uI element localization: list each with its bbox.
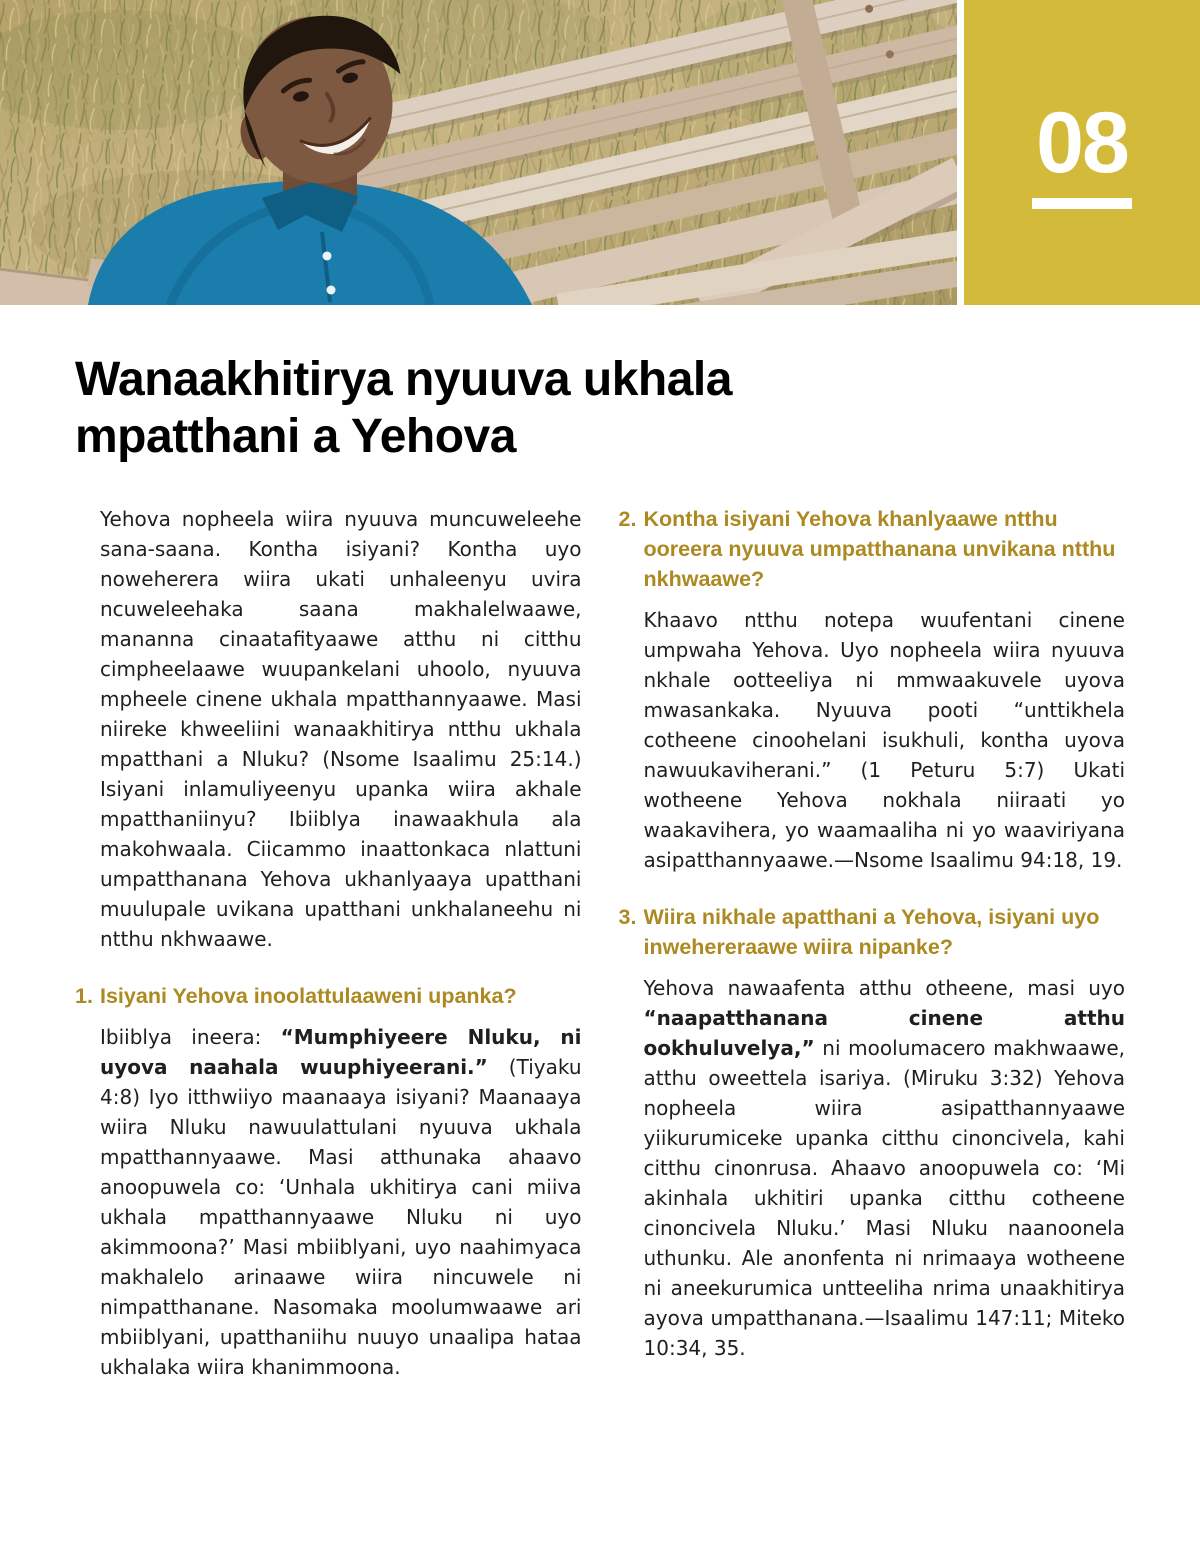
- intro-paragraph: Yehova nopheela wiira nyuuva muncuweleehe sana-saana. Kontha isiyani? Kontha uyo noweherera wiira ukati unhaleenyu uvira ncuweleehaka saana makhalelwaawe, mananna cinaatafityaawe atthu ni citthu cimpheelaawe wuupankelani uhoolo, nyuuva mpheele cinene ukhala mpatthannyaawe. Masi niireke khweeliini wanaakhitirya ntthu ukhala mpatthani a Nluku? (Nsome Isaalimu 25:14.) Isiyani inlamuliyeenyu upanka wiira akhale mpatthaniinyu? Ibiiblya inawaakhula ala makohwaala. Ciicammo inaattonkaca nlattuni umpatthanana Yehova ukhanlyaaya upatthani muulupale uvikana upatthani unkhalaneehu ni ntthu nkhwaawe.: [100, 507, 582, 951]
- question-heading-3: [619, 902, 1126, 962]
- chapter-photo: [0, 0, 957, 305]
- answer-paragraph-3: Yehova nawaafenta atthu otheene, masi uyo “naapatthanana cinene atthu ookhuluvelya,” ni moolumacero makhwaawe, atthu oweettela isariya. (Miruku 3:32) Yehova nopheela wiira asipatthannyaawe yiikurumiceke upanka citthu cinoncivela, kahi citthu cinonrusa. Ahaavo anoopuwela co: ‘Mi akinhala ukhitiri upanka citthu cotheene cinoncivela Nluku.’ Masi Nluku naanoonela uthunku. Ale anonfenta ni nrimaaya wotheene ni aneekurumica untteeliha nrima unaakhitirya ayova umpatthanana.—Isaalimu 147:11; Miteko 10:34, 35.: [643, 976, 1125, 1360]
- badge-underline: [1032, 198, 1132, 209]
- question-text-2: Kontha isiyani Yehova khanlyaawe ntthu ooreera nyuuva umpatthanana unvikana ntthu nkhwaawe?: [643, 507, 1116, 591]
- page-title: Wanaakhitirya nyuuva ukhala mpatthani a Yehova: [75, 353, 732, 463]
- body-columns: [0, 504, 1200, 1382]
- question-text-1: Isiyani Yehova inoolattulaaweni upanka?: [100, 984, 517, 1008]
- smiling-man-on-bench-illustration: [0, 0, 957, 305]
- lesson-number: 08: [1036, 95, 1128, 191]
- hero-strip: [0, 0, 1200, 305]
- answer-paragraph-1: Ibiiblya ineera: “Mumphiyeere Nluku, ni uyova naahala wuuphiyeerani.” (Tiyaku 4:8) Iyo itthwiiyo maanaaya isiyani? Maanaaya wiira Nluku nawuulattulani nyuuva ukhala mpatthannyaawe. Masi atthunaka ahaavo anoopuwela co: ‘Unhala ukhitirya cani miiva ukhala mpatthannyaawe Nluku ni uyo akimmoona?’ Masi mbiiblyani, uyo naahimyaca makhalelo arinaawe wiira nincuwele ni nimpatthanane. Nasomaka moolumwaawe ari mbiiblyani, upatthaniihu nuuyo unaalipa hataa ukhalaka wiira khanimmoona.: [100, 1025, 582, 1379]
- left-column: [75, 504, 582, 1382]
- question-number-3: 3.: [618, 905, 637, 929]
- question-text-3: Wiira nikhale apatthani a Yehova, isiyani uyo inwehereraawe wiira nipanke?: [643, 905, 1100, 959]
- question-heading-2: [619, 504, 1126, 594]
- question-number-2: 2.: [618, 507, 637, 531]
- answer-paragraph-2: Khaavo ntthu notepa wuufentani cinene umpwaha Yehova. Uyo nopheela wiira nyuuva nkhale ootteeliya ni mmwaakuvele uyova mwasankaka. Nyuuva pooti “unttikhela cotheene cinoohelani isukhuli, kontha uyova nawuukaviherani.” (1 Peturu 5:7) Ukati wotheene Yehova nokhala niiraati yo waakavihera, yo waamaaliha ni yo waaviriyana asipatthannyaawe.—Nsome Isaalimu 94:18, 19.: [643, 608, 1125, 872]
- right-column: [619, 504, 1126, 1382]
- photo-badge-divider: [957, 0, 964, 305]
- question-heading-1: [75, 981, 582, 1011]
- question-number-1: 1.: [75, 984, 93, 1008]
- lesson-number-badge: [964, 0, 1200, 305]
